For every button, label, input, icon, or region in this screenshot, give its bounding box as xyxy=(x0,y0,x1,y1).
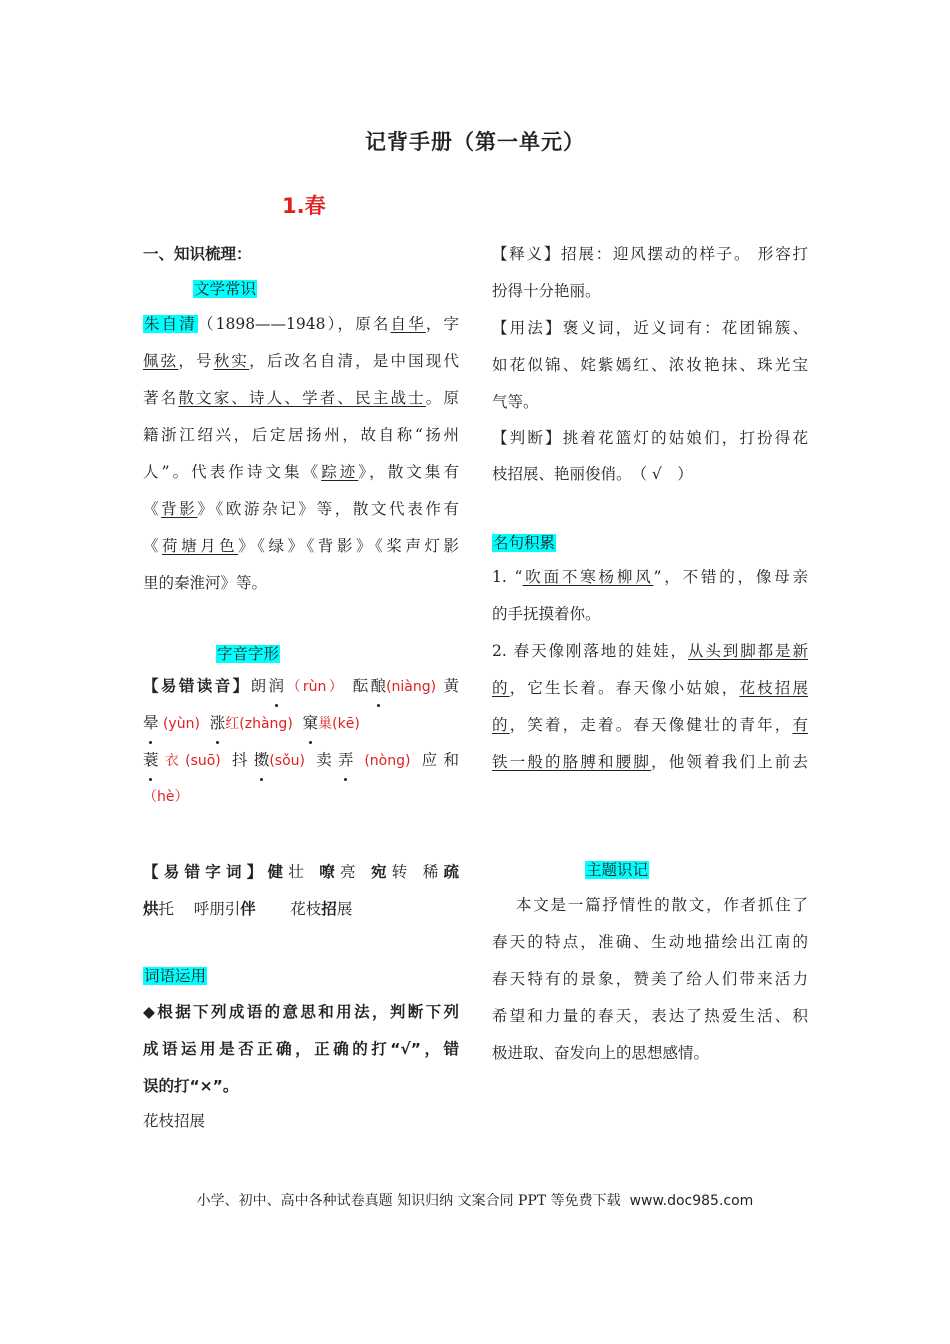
page-title: 记背手册（第一单元） xyxy=(365,130,585,154)
footer-text: 小学、初中、高中各种试卷真题 知识归纳 文案合同 PPT 等免费下载 xyxy=(196,1193,621,1209)
theme-line-2: 春天的特点，准确、生动地描绘出江南的 xyxy=(492,933,808,951)
quote-2-line-4: 铁一般的胳膊和腰脚，他领着我们上前去 xyxy=(492,753,808,771)
footer xyxy=(0,1190,950,1210)
judge-line-1: 【判断】挑着花篮灯的姑娘们，打扮得花 xyxy=(492,429,808,447)
bio-line-2: 佩弦，号秋实，后改名自清，是中国现代 xyxy=(143,352,459,370)
instruction-line-2: 成语运用是否正确，正确的打“√”，错 xyxy=(143,1040,459,1058)
footer-link[interactable]: www.doc985.com xyxy=(629,1193,754,1209)
quote-2-line-2: 的，它生长着。春天像小姑娘，花枝招展 xyxy=(492,679,808,697)
shiyi-line-1: 【释义】招展：迎风摆动的样子。 形容打 xyxy=(492,245,808,263)
famous-quotes-label: 名句积累 xyxy=(493,534,556,552)
judge-line-2: 枝招展、艳丽俊俏。 （ √ ） xyxy=(492,465,693,483)
bio-line-6: 《背影》《欧游杂记》等，散文代表作有 xyxy=(143,500,459,518)
lit-knowledge-label: 文学常识 xyxy=(194,280,257,298)
yongfa-line-1: 【用法】褒义词，近义词有：花团锦簇、 xyxy=(492,319,808,337)
instruction-line-3: 误的打“×”。 xyxy=(143,1077,239,1095)
quote-1-line-1: 1. “吹面不寒杨柳风”，不错的，像母亲 xyxy=(492,568,808,586)
word-usage-label: 词语运用 xyxy=(144,967,207,985)
shiyi-line-2: 扮得十分艳丽。 xyxy=(492,282,601,300)
pron-line-1: 【易错读音】朗润（rùn） 酝酿(niàng) 黄 xyxy=(143,668,459,706)
quote-2-line-3: 的，笑着，走着。春天像健壮的青年，有 xyxy=(492,716,808,734)
section-heading: 一、知识梳理： xyxy=(143,245,252,263)
theme-label: 主题识记 xyxy=(586,861,649,879)
yongfa-line-2: 如花似锦、姹紫嫣红、浓妆艳抹、珠光宝 xyxy=(492,356,808,374)
bio-line-7: 《荷塘月色》《绿》《背影》《桨声灯影 xyxy=(143,537,459,555)
theme-line-4: 希望和力量的春天，表达了热爱生活、积 xyxy=(492,1007,808,1025)
quote-1-line-2: 的手抚摸着你。 xyxy=(492,605,601,623)
word-line-1: 【易错字词】健壮 嘹亮 宛转 稀疏 xyxy=(143,862,459,881)
lesson-title: 1.春 xyxy=(282,194,326,218)
quote-2-line-1: 2. 春天像刚落地的娃娃，从头到脚都是新 xyxy=(492,642,808,660)
theme-line-1: 本文是一篇抒情性的散文，作者抓住了 xyxy=(516,896,808,914)
bio-line-5: 人”。代表作诗文集《踪迹》，散文集有 xyxy=(143,463,459,481)
yongfa-line-3: 气等。 xyxy=(492,393,539,411)
bio-line-8: 里的秦淮河》等。 xyxy=(143,574,268,592)
pron-line-2: 晕 (yùn) 涨红(zhàng) 窠巢(kē) xyxy=(143,705,360,743)
theme-line-3: 春天特有的景象，赞美了给人们带来活力 xyxy=(492,970,808,988)
instruction-line-1: ◆根据下列成语的意思和用法，判断下列 xyxy=(143,1003,459,1021)
bio-line-3: 著名散文家、诗人、学者、民主战士。原 xyxy=(143,389,459,407)
theme-line-5: 极进取、奋发向上的思想感情。 xyxy=(492,1044,710,1062)
pronunciation-label: 字音字形 xyxy=(217,645,280,663)
pron-line-4: （hè） xyxy=(143,789,189,805)
bio-line-1: 朱自清（1898——1948），原名自华，字 xyxy=(144,315,459,333)
pron-line-3: 蓑衣(suō) 抖擞(sǒu) 卖弄 (nòng) 应和 xyxy=(143,742,459,780)
idiom: 花枝招展 xyxy=(143,1112,206,1130)
bio-line-4: 籍浙江绍兴，后定居扬州，故自称“扬州 xyxy=(143,426,459,444)
word-line-2: 烘托 呼朋引伴 花枝招展 xyxy=(143,899,353,918)
